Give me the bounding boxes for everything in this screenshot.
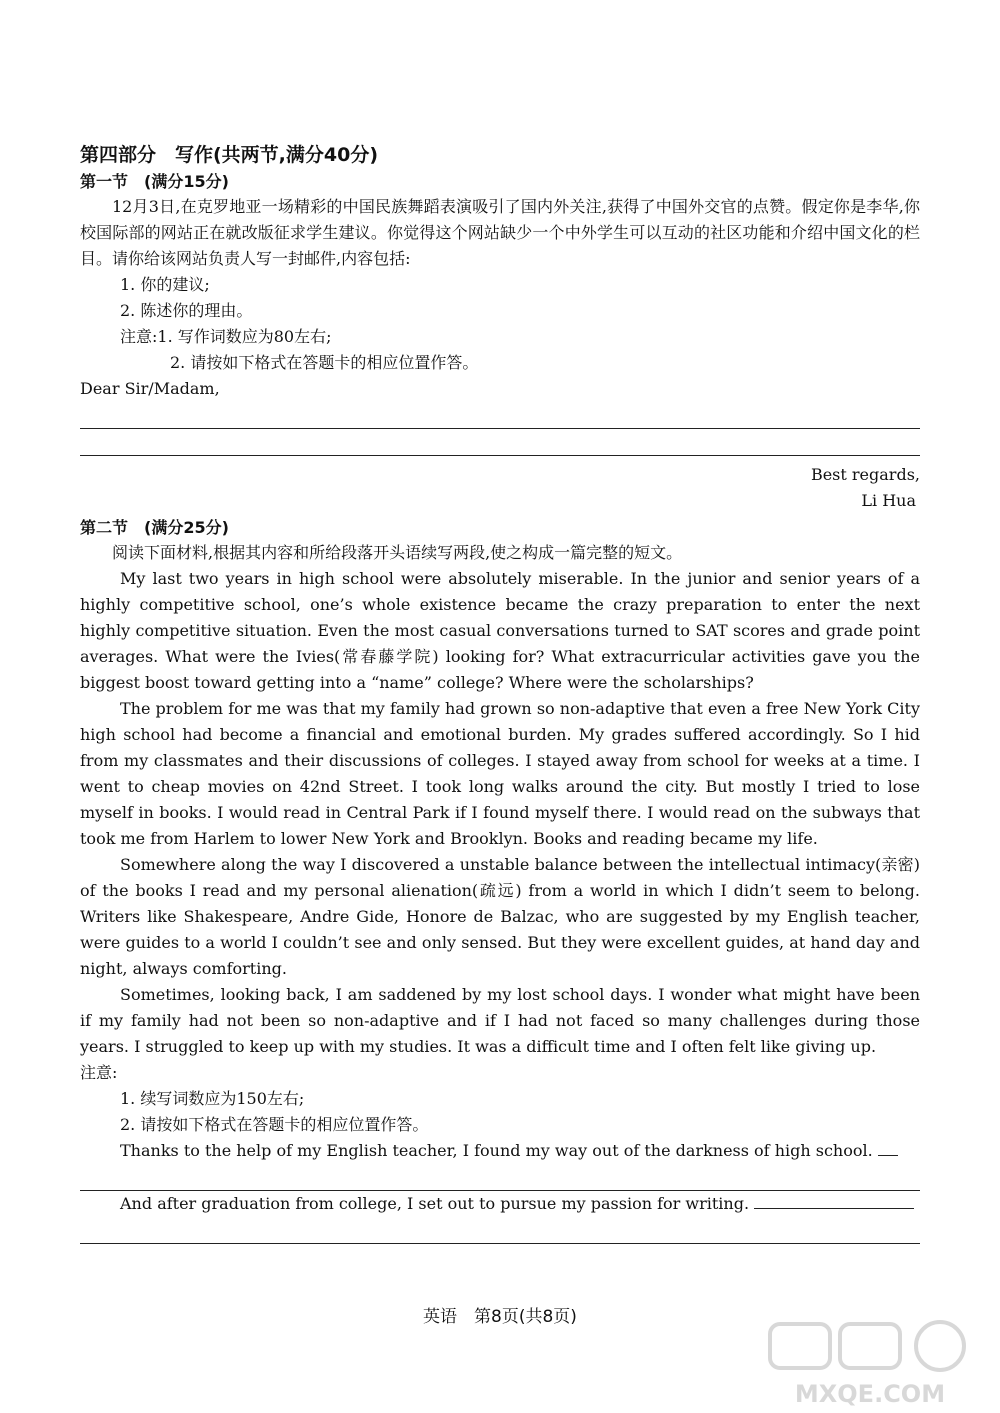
opening-sentence-2-text: And after graduation from college, I set out to pursue my passion for writing.	[120, 1194, 750, 1213]
watermark-text: MXQE.COM	[794, 1380, 946, 1408]
section2-instruction: 阅读下面材料,根据其内容和所给段落开头语续写两段,使之构成一篇完整的短文。	[112, 543, 683, 562]
part-title: 第四部分 写作(共两节,满分40分)	[80, 144, 379, 166]
section2-title: 第二节 (满分25分)	[80, 518, 229, 537]
page-footer: 英语 第8页(共8页)	[423, 1307, 577, 1327]
exam-page	[80, 140, 920, 1244]
answer-line	[80, 1217, 920, 1244]
opening-sentence-1-text: Thanks to the help of my English teacher, I found my way out of the darkness of high school.	[120, 1141, 873, 1160]
watermark-logo	[760, 1320, 980, 1410]
section1-note-1: 注意:1. 写作词数应为80左右;	[120, 327, 332, 346]
passage-paragraph: My last two years in high school were absolutely miserable. In the junior and senior years of a highly competitive school, one’s whole existence became the crazy preparation to enter the next highly competitive situation. Even the most casual conversations turned to SAT scores and grade point averages. What were the Ivies(常春藤学院) looking for? What extracurricular activities gave you the biggest boost toward getting into a “name” college? Where were the scholarships?	[80, 569, 920, 692]
section1-prompt: 12月3日,在克罗地亚一场精彩的中国民族舞蹈表演吸引了国内外关注,获得了中国外交官的点赞。假定你是李华,你校国际部的网站正在就改版征求学生建议。你觉得这个网站缺少一个中外学生可以互动的社区功能和介绍中国文化的栏目。请你给该网站负责人写一封邮件,内容包括:	[80, 197, 920, 268]
section2-note-1: 1. 续写词数应为150左右;	[120, 1089, 305, 1108]
letter-signature: Li Hua	[861, 491, 916, 510]
opening-sentence-1	[80, 1138, 920, 1164]
section1-note-2: 2. 请按如下格式在答题卡的相应位置作答。	[170, 353, 479, 372]
answer-line	[80, 402, 920, 429]
answer-line	[80, 429, 920, 456]
section1-title: 第一节 (满分15分)	[80, 172, 229, 191]
answer-line	[80, 1164, 920, 1191]
section1-item-1: 1. 你的建议;	[120, 275, 210, 294]
answer-blank	[754, 1194, 914, 1209]
letter-closing: Best regards,	[810, 465, 920, 484]
answer-blank	[878, 1141, 898, 1156]
section2-note-label: 注意:	[80, 1063, 118, 1082]
letter-greeting: Dear Sir/Madam,	[80, 379, 220, 398]
section1-item-2: 2. 陈述你的理由。	[120, 301, 253, 320]
section2-note-2: 2. 请按如下格式在答题卡的相应位置作答。	[120, 1115, 429, 1134]
passage-paragraph: Somewhere along the way I discovered a unstable balance between the intellectual intimacy(亲密) of the books I read and my personal alienation(疏远) from a world in which I didn’t seem to belong. Writers like Shakespeare, Andre Gide, Honore de Balzac, who are suggested by my English teacher, were guides to a world I couldn’t see and only sensed. But they were excellent guides, at hand day and night, always comforting.	[80, 855, 920, 978]
passage-paragraph: The problem for me was that my family had grown so non-adaptive that even a free New York City high school had become a financial and emotional burden. My grades suffered accordingly. So I hid from my classmates and their discussions of colleges. I stayed away from school for weeks at a time. I went to cheap movies on 42nd Street. I took long walks around the city. But mostly I tried to lose myself in books. I would read in Central Park if I found myself there. I would read on the subways that took me from Harlem to lower New York and Brooklyn. Books and reading became my life.	[80, 699, 920, 848]
opening-sentence-2	[80, 1191, 920, 1217]
passage-paragraph: Sometimes, looking back, I am saddened by my lost school days. I wonder what might have been if my family had not been so non-adaptive and if I had not faced so many challenges during those years. I struggled to keep up with my studies. It was a difficult time and I often felt like giving up.	[80, 985, 920, 1056]
